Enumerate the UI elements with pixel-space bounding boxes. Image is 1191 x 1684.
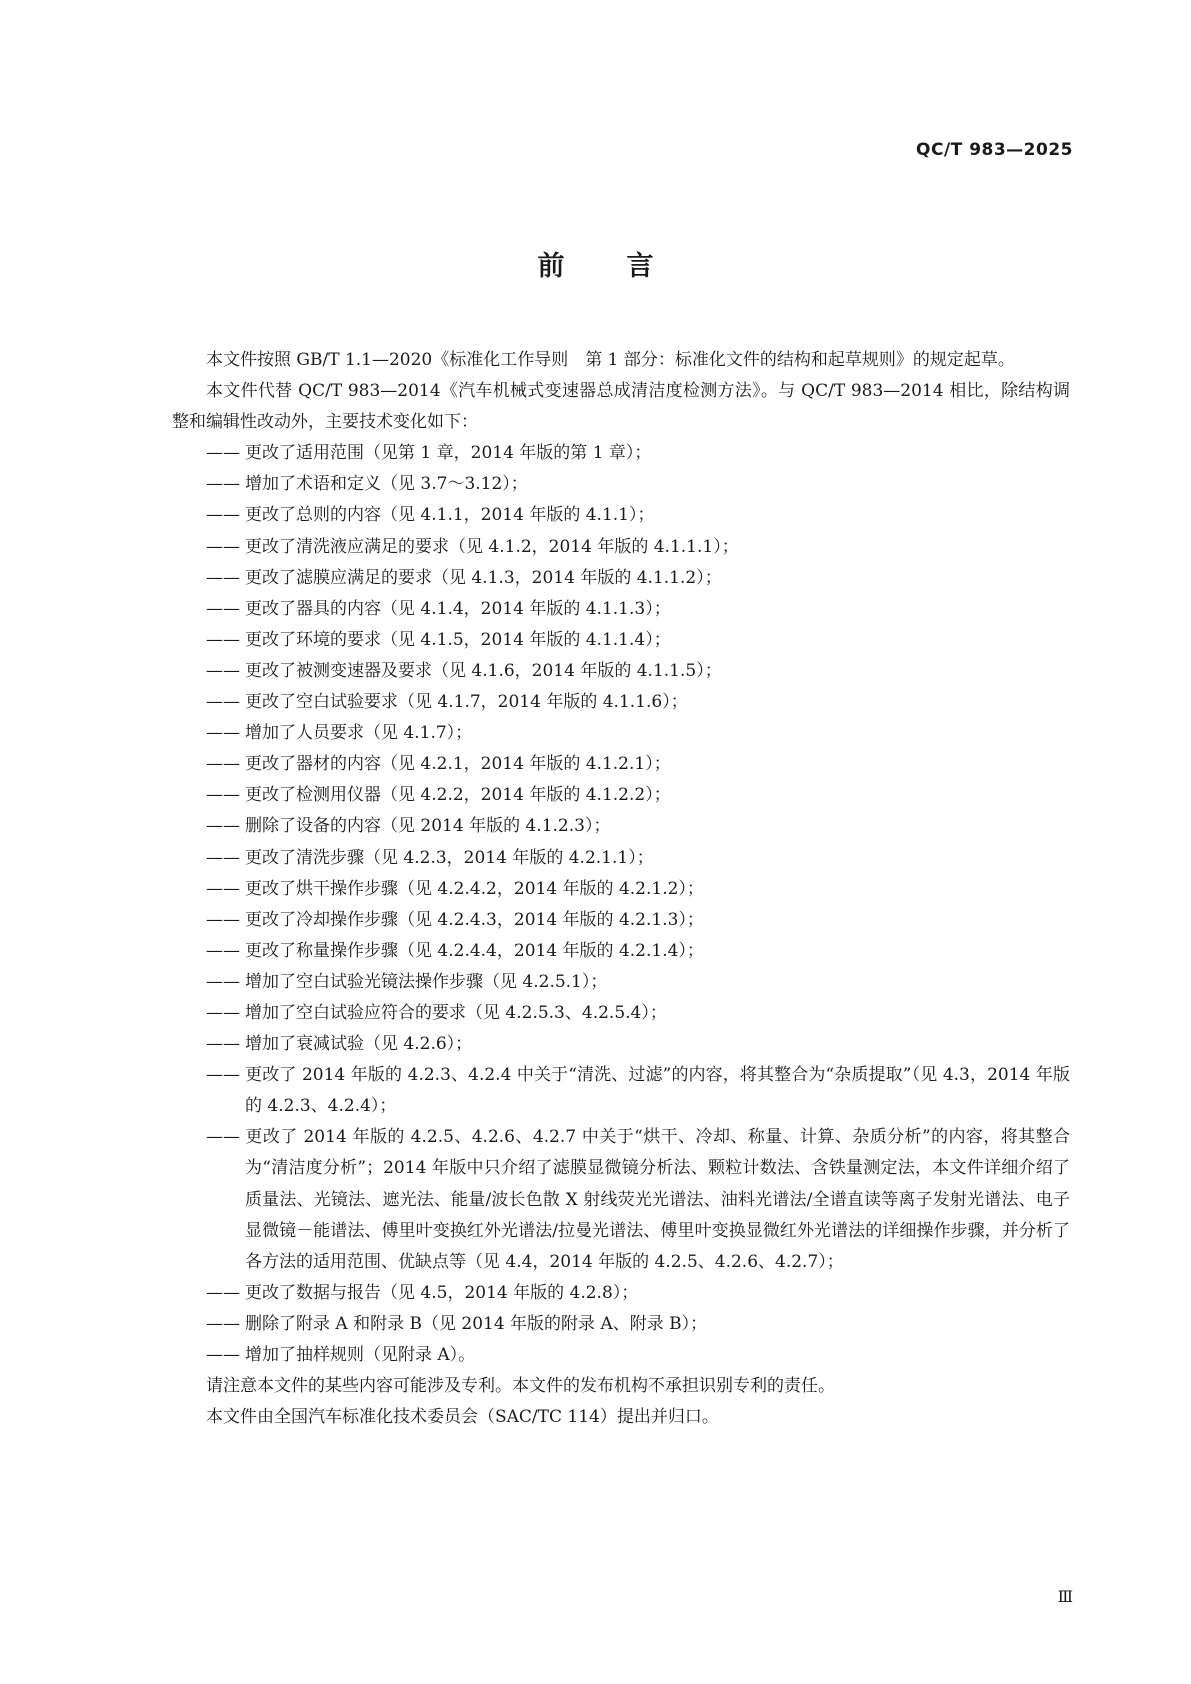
patent-notice: 请注意本文件的某些内容可能涉及专利。本文件的发布机构不承担识别专利的责任。 <box>206 1376 835 1397</box>
dash-marker: —— <box>206 505 240 526</box>
dash-marker: —— <box>206 660 240 681</box>
dash-marker: —— <box>206 1002 240 1023</box>
change-item-text: 更改了检测用仪器（见 4.2.2，2014 年版的 4.1.2.2）； <box>245 785 671 806</box>
dash-marker: —— <box>206 1313 240 1334</box>
change-item <box>206 811 1070 842</box>
change-item-text: 增加了抽样规则（见附录 A）。 <box>245 1345 476 1365</box>
change-item-text: 更改了环境的要求（见 4.1.5，2014 年版的 4.1.1.4）； <box>245 629 671 650</box>
change-item <box>206 594 1070 625</box>
dash-marker: —— <box>206 878 240 899</box>
change-item-text: 更改了适用范围（见第 1 章，2014 年版的第 1 章）； <box>245 443 652 464</box>
change-item-text: 更改了空白试验要求（见 4.1.7，2014 年版的 4.1.1.6）； <box>245 692 688 713</box>
proposer-statement: 本文件由全国汽车标准化技术委员会（SAC/TC 114）提出并归口。 <box>206 1407 719 1428</box>
change-item <box>206 1122 1070 1277</box>
change-item-text: 更改了数据与报告（见 4.5，2014 年版的 4.2.8）； <box>245 1282 639 1303</box>
change-item <box>206 563 1070 594</box>
change-item-text: 更改了被测变速器及要求（见 4.1.6，2014 年版的 4.1.1.5）； <box>245 660 722 681</box>
change-item-text: 更改了冷却操作步骤（见 4.2.4.3，2014 年版的 4.2.1.3）； <box>245 909 704 930</box>
dash-marker: —— <box>206 1065 240 1086</box>
dash-marker: —— <box>206 1127 240 1148</box>
change-item <box>206 967 1070 998</box>
change-item <box>206 749 1070 780</box>
dash-marker: —— <box>206 629 240 650</box>
change-item <box>206 936 1070 967</box>
change-item <box>206 998 1070 1029</box>
change-item <box>206 780 1070 811</box>
dash-marker: —— <box>206 971 240 992</box>
change-item-text: 更改了烘干操作步骤（见 4.2.4.2，2014 年版的 4.2.1.2）； <box>245 878 704 899</box>
change-item <box>206 718 1070 749</box>
change-item <box>206 874 1070 905</box>
change-item <box>206 843 1070 874</box>
dash-marker: —— <box>206 816 240 837</box>
change-item-text: 增加了衰减试验（见 4.2.6）； <box>245 1034 473 1055</box>
dash-marker: —— <box>206 536 240 557</box>
change-item <box>206 1309 1070 1340</box>
dash-marker: —— <box>206 692 240 713</box>
change-item <box>206 1340 1070 1371</box>
change-item <box>206 469 1070 500</box>
dash-marker: —— <box>206 567 240 588</box>
change-item-text: 更改了器具的内容（见 4.1.4，2014 年版的 4.1.1.3）； <box>245 598 671 619</box>
change-item <box>206 625 1070 656</box>
dash-marker: —— <box>206 723 240 744</box>
dash-marker: —— <box>206 443 240 464</box>
dash-marker: —— <box>206 1345 240 1365</box>
change-item-text: 删除了设备的内容（见 2014 年版的 4.1.2.3）； <box>245 816 611 837</box>
change-item <box>206 656 1070 687</box>
change-item-text: 增加了人员要求（见 4.1.7）； <box>245 723 473 744</box>
dash-marker: —— <box>206 909 240 930</box>
dash-marker: —— <box>206 598 240 619</box>
change-item-text: 更改了清洗液应满足的要求（见 4.1.2，2014 年版的 4.1.1.1）； <box>245 536 739 557</box>
change-item-text: 更改了滤膜应满足的要求（见 4.1.3，2014 年版的 4.1.1.2）； <box>245 567 722 588</box>
change-item <box>206 905 1070 936</box>
change-item <box>206 532 1070 563</box>
dash-marker: —— <box>206 847 240 868</box>
change-item-text: 更改了 2014 年版的 4.2.3、4.2.4 中关于“清洗、过滤”的内容，将其整合为“杂质提取”（见 4.3，2014 年版的 4.2.3、4.2.4）； <box>245 1065 1070 1117</box>
change-item-text: 增加了空白试验光镜法操作步骤（见 4.2.5.1）； <box>245 971 608 992</box>
intro-paragraph-1: 本文件按照 GB/T 1.1—2020《标准化工作导则 第 1 部分：标准化文件的结构和起草规则》的规定起草。 <box>206 350 1015 370</box>
change-item <box>206 1060 1070 1122</box>
change-item-text: 删除了附录 A 和附录 B（见 2014 年版的附录 A、附录 B）； <box>245 1313 708 1334</box>
dash-marker: —— <box>206 1034 240 1055</box>
technical-changes-list <box>172 438 1070 1371</box>
change-item-text: 更改了称量操作步骤（见 4.2.4.4，2014 年版的 4.2.1.4）； <box>245 940 704 961</box>
change-item-text: 更改了清洗步骤（见 4.2.3，2014 年版的 4.2.1.1）； <box>245 847 654 868</box>
change-item-text: 增加了术语和定义（见 3.7～3.12）； <box>245 474 528 495</box>
change-item <box>206 438 1070 469</box>
page-number: Ⅲ <box>1057 1587 1073 1606</box>
dash-marker: —— <box>206 785 240 806</box>
change-item <box>206 687 1070 718</box>
standard-code: QC/T 983—2025 <box>916 140 1073 160</box>
dash-marker: —— <box>206 474 240 495</box>
dash-marker: —— <box>206 754 240 775</box>
change-item <box>206 500 1070 531</box>
change-item-text: 增加了空白试验应符合的要求（见 4.2.5.3、4.2.5.4）； <box>245 1002 667 1023</box>
dash-marker: —— <box>206 1282 240 1303</box>
change-item <box>206 1278 1070 1309</box>
change-item-text: 更改了器材的内容（见 4.2.1，2014 年版的 4.1.2.1）； <box>245 754 671 775</box>
document-body <box>172 345 1070 1433</box>
page-title: 前言 <box>537 251 716 282</box>
intro-paragraph-2: 本文件代替 QC/T 983—2014《汽车机械式变速器总成清洁度检测方法》。与 QC/T 983—2014 相比，除结构调整和编辑性改动外，主要技术变化如下： <box>172 381 1070 433</box>
change-item-text: 更改了总则的内容（见 4.1.1，2014 年版的 4.1.1）； <box>245 505 655 526</box>
change-item-text: 更改了 2014 年版的 4.2.5、4.2.6、4.2.7 中关于“烘干、冷却、称量、计算、杂质分析”的内容，将其整合为“清洁度分析”；2014 年版中只介绍了滤膜显微镜分析法、颗粒计数法、含铁量测定法，本文件详细介绍了质量法、光镜法、遮光法、能量/波长色散 X 射线荧光光谱法、油料光谱法/全谱直读等离子发射光谱法、电子显微镜－能谱法、傅里叶变换红外光谱法/拉曼光谱法、傅里叶变换显微红外光谱法的详细操作步骤，并分析了各方法的适用范围、优缺点等（见 4.4，2014 年版的 4.2.5、4.2.6、4.2.7）； <box>245 1127 1070 1272</box>
dash-marker: —— <box>206 940 240 961</box>
change-item <box>206 1029 1070 1060</box>
